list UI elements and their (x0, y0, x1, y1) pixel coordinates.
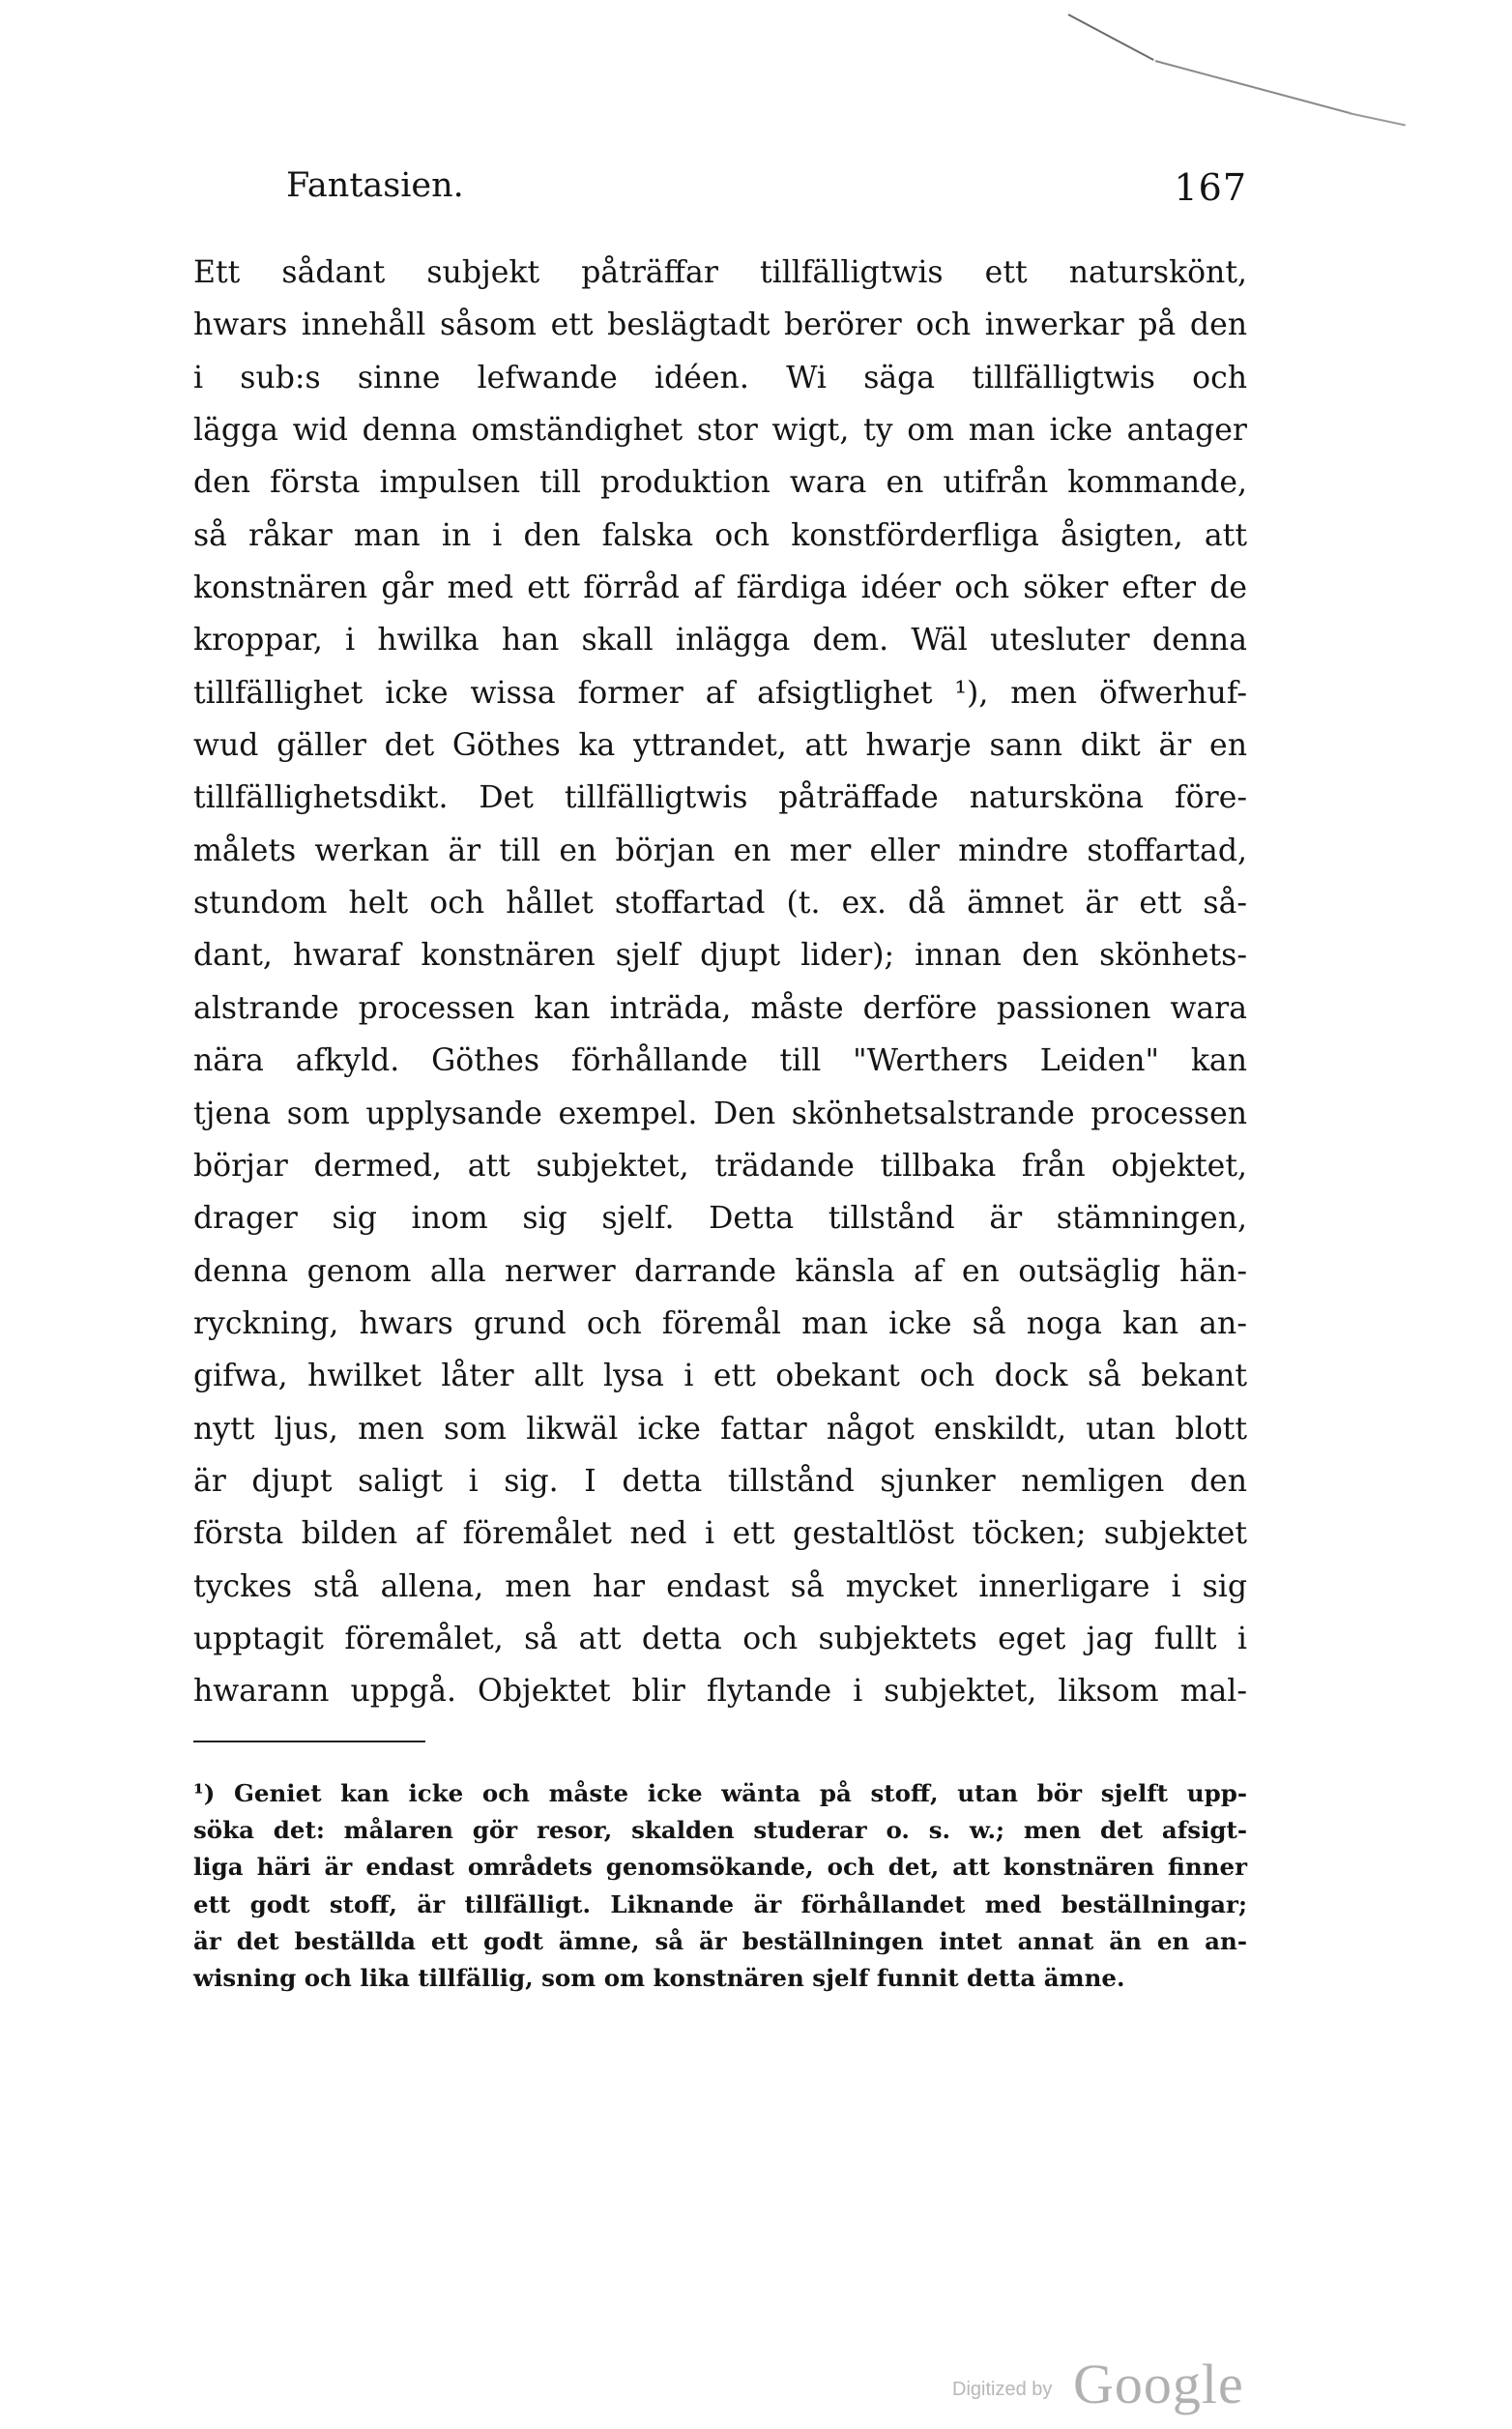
text-line: denna genom alla nerwer darrande känsla af en outsäglig hän- (193, 1253, 1247, 1289)
text-line: tyckes stå allena, men har endast så mycket innerligare i sig (193, 1568, 1247, 1604)
text-line: drager sig inom sig sjelf. Detta tillstånd är stämningen, (193, 1201, 1247, 1237)
text-line: upptagit föremålet, så att detta och subjektets eget jag fullt i (193, 1621, 1247, 1656)
text-line: lägga wid denna omständighet stor wigt, ty om man icke antager (193, 413, 1247, 449)
footnote-divider (193, 1741, 425, 1742)
text-line: så råkar man in i den falska och konstförderfliga åsigten, att (193, 517, 1247, 553)
text-line: tillfällighetsdikt. Det tillfälligtwis påträffade natursköna före- (193, 780, 1247, 816)
google-logo: Google (1073, 2353, 1244, 2415)
text-line: tillfällighet icke wissa former af afsigtlighet ¹), men öfwerhuf- (193, 675, 1247, 711)
footnote-line: är det beställda ett godt ämne, så är beställningen intet annat än en an- (193, 1926, 1247, 1955)
text-line: hwarann uppgå. Objektet blir flytande i subjektet, liksom mal- (193, 1674, 1247, 1710)
text-line: hwars innehåll såsom ett beslägtadt berörer och inwerkar på den (193, 307, 1247, 343)
watermark-prefix: Digitized by (952, 2379, 1053, 2400)
footnote-line: wisning och lika tillfällig, som om konstnären sjelf funnit detta ämne. (193, 1963, 1125, 1992)
digitization-watermark (952, 2352, 1271, 2415)
text-line: ryckning, hwars grund och föremål man icke så noga kan an- (193, 1305, 1247, 1341)
text-line: börjar dermed, att subjektet, trädande tillbaka från objektet, (193, 1148, 1247, 1184)
footnote-line: liga häri är endast områdets genomsökande, och det, att konstnären finner (193, 1853, 1247, 1882)
page-number: 167 (1174, 166, 1247, 209)
text-line: gifwa, hwilket låter allt lysa i ett obekant och dock så bekant (193, 1359, 1247, 1394)
body-text (193, 247, 1247, 1718)
text-line: dant, hwaraf konstnären sjelf djupt lider); innan den skönhets- (193, 938, 1247, 974)
text-line: kroppar, i hwilka han skall inlägga dem. Wäl utesluter denna (193, 623, 1247, 658)
text-line: konstnären går med ett förråd af färdiga idéer och söker efter de (193, 571, 1247, 606)
scan-edge-line (1349, 112, 1406, 126)
text-line: första bilden af föremålet ned i ett gestaltlöst töcken; subjektet (193, 1516, 1247, 1552)
footnote-line: söka det: målaren gör resor, skalden studerar o. s. w.; men det afsigt- (193, 1816, 1247, 1845)
text-line: den första impulsen till produktion wara en utifrån kommande, (193, 465, 1247, 501)
text-line: är djupt saligt i sig. I detta tillstånd sjunker nemligen den (193, 1463, 1247, 1499)
footnote (193, 1775, 1247, 1997)
text-line: nära afkyld. Göthes förhållande till "Werthers Leiden" kan (193, 1043, 1247, 1079)
text-line: tjena som upplysande exempel. Den skönhetsalstrande processen (193, 1096, 1247, 1131)
text-line: i sub:s sinne lefwande idéen. Wi säga tillfälligtwis och (193, 360, 1247, 395)
text-line: målets werkan är till en början en mer eller mindre stoffartad, (193, 833, 1247, 868)
running-title: Fantasien. (286, 166, 464, 205)
text-line: alstrande processen kan inträda, måste derföre passionen wara (193, 990, 1247, 1026)
text-line: nytt ljus, men som likwäl icke fattar något enskildt, utan blott (193, 1411, 1247, 1447)
text-line: wud gäller det Göthes ka yttrandet, att hwarje sann dikt är en (193, 728, 1247, 764)
footnote-line: ¹) Geniet kan icke och måste icke wänta på stoff, utan bör sjelft upp- (193, 1779, 1247, 1807)
text-line: stundom helt och hållet stoffartad (t. ex. då ämnet är ett så- (193, 886, 1247, 922)
scan-edge-line (1155, 60, 1352, 114)
scan-edge-line (1068, 14, 1154, 61)
text-line: Ett sådant subjekt påträffar tillfälligtwis ett naturskönt, (193, 255, 1247, 290)
footnote-line: ett godt stoff, är tillfälligt. Liknande är förhållandet med beställningar; (193, 1889, 1247, 1918)
page-header (286, 166, 1247, 215)
